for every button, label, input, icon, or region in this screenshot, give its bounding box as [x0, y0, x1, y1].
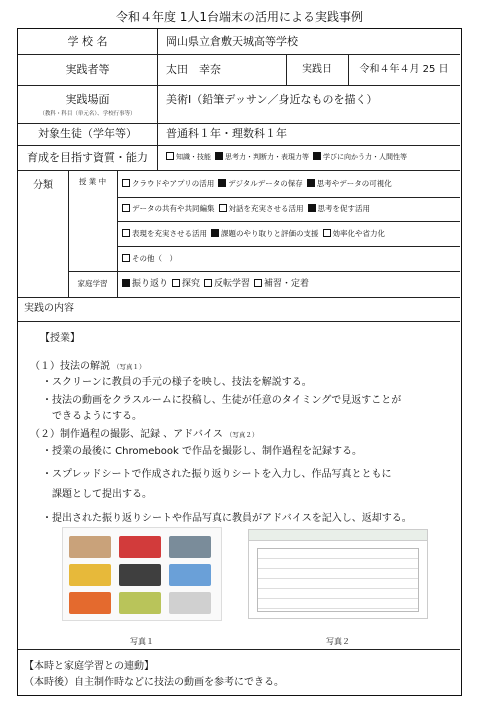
ability-option-label: 思考力・判断力・表現力等	[225, 153, 309, 161]
spreadsheet-toolbar	[249, 530, 427, 541]
bunrui-option-label: その他（ ）	[132, 254, 177, 263]
bunrui-option-label: クラウドやアプリの活用	[132, 179, 215, 188]
scene-label: 実践場面	[65, 93, 110, 106]
bunrui-option[interactable]	[323, 229, 386, 238]
katei-option-label: 探究	[182, 279, 201, 289]
ability-option[interactable]	[313, 153, 407, 161]
bunrui-option[interactable]	[308, 204, 371, 213]
artwork-thumb	[69, 564, 111, 586]
unchecked-box-icon[interactable]	[122, 179, 130, 187]
bunrui-row-2	[122, 197, 460, 221]
katei-option[interactable]	[172, 279, 200, 289]
bunrui-option[interactable]	[122, 204, 215, 213]
teacher-label: 実践者等	[65, 63, 110, 76]
artwork-thumb	[69, 536, 111, 558]
ability-option-label: 学びに向かう力・人間性等	[323, 153, 407, 161]
target-label: 対象生徒（学年等）	[38, 127, 137, 140]
bunrui-option-label: 思考を促す活用	[317, 204, 370, 213]
bunrui-option[interactable]	[122, 254, 177, 263]
scene-value: 美術Ⅰ（鉛筆デッサン／身近なものを描く）	[166, 93, 378, 106]
artwork-thumb	[119, 564, 161, 586]
unchecked-box-icon[interactable]	[122, 254, 130, 262]
unchecked-box-icon[interactable]	[122, 229, 130, 237]
bunrui-option-label: 効率化や省力化	[332, 229, 385, 238]
katei-label: 家庭学習	[77, 279, 108, 288]
artwork-thumb	[69, 592, 111, 614]
body-line-2: ・技法の動画をクラスルームに投稿し、生徒が任意のタイミングで見返すことが	[42, 395, 402, 406]
bunrui-option-label: デジタルデータの保存	[228, 179, 303, 188]
ability-options	[166, 145, 460, 170]
artwork-thumb	[119, 536, 161, 558]
jugyochu-label: 授 業 中	[78, 177, 107, 186]
katei-option-label: 補習・定着	[264, 279, 310, 289]
bunrui-option[interactable]	[122, 229, 207, 238]
scene-sub: （教科・科目（単元名）、学校行事等）	[39, 111, 136, 117]
body-line-5: ・提出された振り返りシートや作品写真に教員がアドバイスを記入し、返却する。	[42, 513, 412, 524]
content-label: 実践の内容	[24, 303, 74, 314]
bunrui-option[interactable]	[218, 179, 303, 188]
body-line-2b: できるようにする。	[52, 411, 142, 422]
photo-2	[248, 529, 428, 619]
bunrui-label: 分類	[33, 180, 53, 191]
section-2-title: （２）制作過程の撮影、記録 、アドバイス （写真２）	[30, 429, 259, 440]
date-label: 実践日	[302, 64, 332, 75]
unchecked-box-icon[interactable]	[166, 152, 174, 160]
artwork-thumb	[169, 536, 211, 558]
spreadsheet-grid	[257, 548, 419, 612]
school-label: 学 校 名	[67, 35, 108, 48]
ability-option-label: 知識・技能	[176, 153, 211, 161]
katei-option[interactable]	[204, 279, 250, 289]
katei-option-label: 反転学習	[214, 279, 251, 289]
body-line-1: ・スクリーンに教員の手元の様子を映し、技法を解説する。	[42, 377, 312, 388]
photo-2-caption: 写真２	[326, 637, 350, 646]
unchecked-box-icon[interactable]	[172, 279, 180, 287]
bunrui-option[interactable]	[307, 179, 392, 188]
footer-text: （本時後）自主制作時などに技法の動画を参考にできる。	[24, 677, 284, 688]
footer-heading: 【本時と家庭学習との連動】	[24, 661, 154, 672]
target-value: 普通科１年・理数科１年	[166, 127, 287, 140]
page-title: 令和４年度 1人1台端末の活用による実践事例	[115, 10, 364, 24]
katei-options	[122, 271, 460, 297]
checked-box-icon[interactable]	[211, 229, 219, 237]
unchecked-box-icon[interactable]	[323, 229, 331, 237]
body-line-4: ・スプレッドシートで作成された振り返りシートを入力し、作品写真とともに	[42, 469, 392, 480]
checked-box-icon[interactable]	[122, 279, 130, 287]
katei-option-label: 振り返り	[132, 279, 169, 289]
katei-option[interactable]	[122, 279, 168, 289]
body-line-4b: 課題として提出する。	[52, 489, 152, 500]
unchecked-box-icon[interactable]	[122, 204, 130, 212]
katei-option[interactable]	[254, 279, 309, 289]
date-value: 令和４年４月 25 日	[359, 64, 449, 75]
unchecked-box-icon[interactable]	[254, 279, 262, 287]
bunrui-row-3	[122, 221, 460, 246]
checked-box-icon[interactable]	[313, 152, 321, 160]
bunrui-row-1	[122, 170, 460, 197]
artwork-thumb	[119, 592, 161, 614]
ability-option[interactable]	[166, 153, 211, 161]
artwork-thumb	[169, 592, 211, 614]
bunrui-option-label: 課題のやり取りと評価の支援	[221, 229, 319, 238]
report-table	[17, 28, 462, 696]
school-value: 岡山県立倉敷天城高等学校	[166, 35, 298, 48]
photo-1	[62, 527, 222, 621]
bunrui-option-label: 対話を充実させる活用	[228, 204, 304, 213]
bunrui-row-4	[122, 246, 460, 271]
checked-box-icon[interactable]	[218, 179, 226, 187]
ability-option[interactable]	[215, 153, 309, 161]
photo-1-caption: 写真１	[130, 637, 154, 646]
bunrui-option-label: データの共有や共同編集	[132, 204, 215, 213]
ability-label: 育成を目指す資質・能力	[27, 151, 148, 164]
unchecked-box-icon[interactable]	[219, 204, 227, 212]
bunrui-option[interactable]	[219, 204, 304, 213]
checked-box-icon[interactable]	[307, 179, 315, 187]
unchecked-box-icon[interactable]	[204, 279, 212, 287]
bunrui-option-label: 表現を充実させる活用	[132, 229, 207, 238]
body-heading: 【授業】	[40, 333, 80, 344]
bunrui-option[interactable]	[122, 179, 214, 188]
teacher-value: 太田 幸奈	[166, 63, 221, 76]
section-1-title: （１）技法の解説 （写真１）	[30, 361, 146, 372]
checked-box-icon[interactable]	[308, 204, 316, 212]
checked-box-icon[interactable]	[215, 152, 223, 160]
body-line-3: ・授業の最後に Chromebook で作品を撮影し、制作過程を記録する。	[42, 446, 362, 457]
bunrui-option-label: 思考やデータの可視化	[316, 179, 392, 188]
artwork-thumb	[169, 564, 211, 586]
bunrui-option[interactable]	[211, 229, 319, 238]
